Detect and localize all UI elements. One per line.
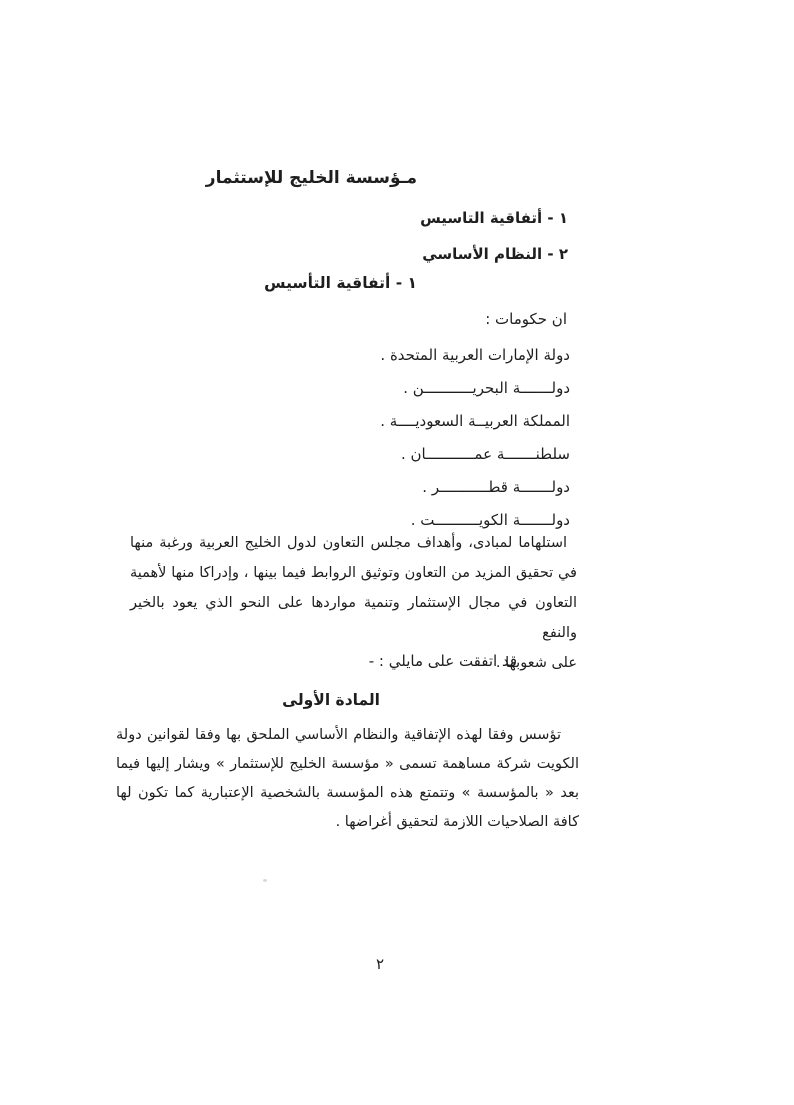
preamble-line: التعاون في مجال الإستثمار وتنمية مواردها على النحو الذي يعود بالخير والنفع	[130, 595, 577, 641]
article-line: بعد « بالمؤسسة » وتتمتع هذه المؤسسة بالشخصية الإعتبارية كما تكون لها	[116, 785, 579, 801]
country-line-saudi: المملكة العربيــة السعوديــــة .	[380, 412, 570, 430]
country-line-uae: دولة الإمارات العربية المتحدة .	[380, 346, 570, 364]
signatory-countries-list	[380, 339, 570, 537]
agreement-clause: قد اتفقت على مايلي : -	[368, 652, 517, 670]
article-one-paragraph	[116, 721, 579, 837]
article-one-heading: المادة الأولى	[282, 691, 380, 709]
page-number: ٢	[375, 955, 385, 973]
preamble-line: استلهاما لمبادى، وأهداف مجلس التعاون لدول الخليج العربية ورغبة منها	[130, 535, 567, 551]
country-line-bahrain: دولـــــــة البحريـــــــــــن .	[403, 379, 570, 397]
article-line: الكويت شركة مساهمة تسمى « مؤسسة الخليج للإستثمار » ويشار إليها فيما	[116, 756, 579, 772]
article-line: تؤسس وفقا لهذه الإتفاقية والنظام الأساسي الملحق بها وفقا لقوانين دولة	[116, 727, 561, 743]
scan-speck	[263, 879, 267, 882]
country-line-kuwait: دولـــــــة الكويــــــــــت .	[410, 511, 570, 529]
toc-item-founding-agreement: ١ - أتفاقية التاسيس	[420, 209, 568, 227]
page-title: مـؤسسة الخليج للإستثمار	[205, 168, 417, 188]
toc-item-basic-statute: ٢ - النظام الأساسي	[422, 245, 568, 263]
governments-intro: ان حكومات :	[485, 310, 567, 328]
preamble-line: في تحقيق المزيد من التعاون وتوثيق الروابط فيما بينها ، وإدراكا منها لأهمية	[130, 565, 577, 581]
country-line-oman: سلطنـــــــة عمـــــــــــان .	[400, 445, 570, 463]
section-heading-founding-agreement: ١ - أتفاقية التأسيس	[264, 274, 417, 292]
article-line: كافة الصلاحيات اللازمة لتحقيق أغراضها .	[335, 814, 579, 830]
preamble-line: على شعوبها .	[495, 655, 577, 671]
country-line-qatar: دولـــــــة قطـــــــــــر .	[422, 478, 570, 496]
